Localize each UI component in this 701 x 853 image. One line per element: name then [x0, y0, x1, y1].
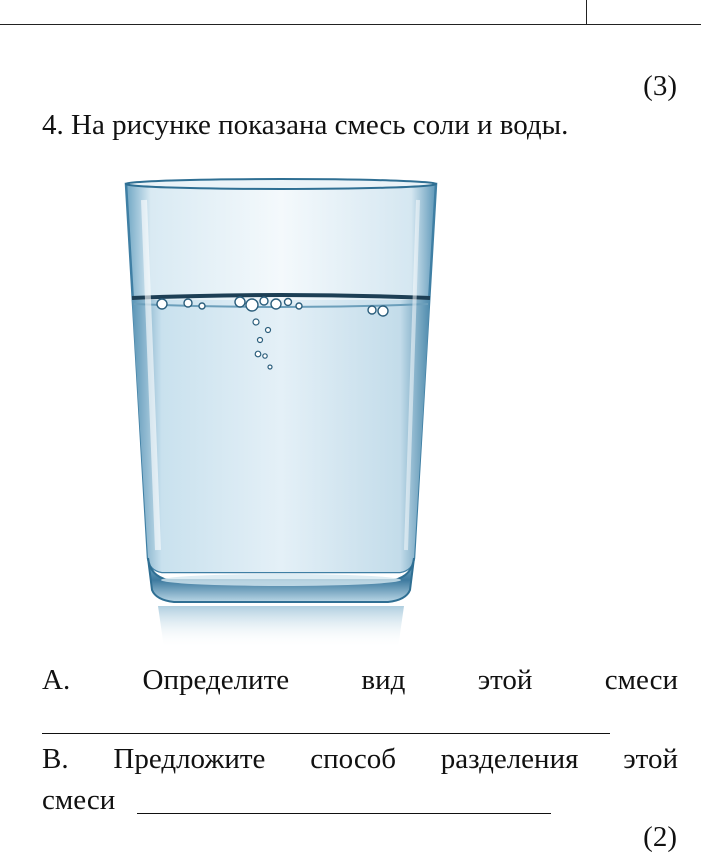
- task-b-word-1: B.: [42, 743, 69, 775]
- score-label-top: (3): [643, 70, 677, 102]
- answer-line-a[interactable]: [42, 733, 610, 734]
- task-a-word-2: Определите: [142, 664, 290, 696]
- task-a-word-5: смеси: [604, 664, 678, 696]
- glass-illustration: [118, 170, 448, 650]
- task-a: [42, 665, 678, 697]
- task-b-word-4: разделения: [440, 743, 579, 775]
- task-a-word-1: А.: [42, 664, 71, 696]
- score-label-bottom: (2): [643, 821, 677, 853]
- task-b-continuation: смеси: [42, 784, 116, 816]
- task-a-word-3: вид: [361, 664, 406, 696]
- task-b-word-5: этой: [623, 743, 678, 775]
- water-glass-icon: [118, 170, 448, 650]
- task-b-word-2: Предложите: [113, 743, 266, 775]
- task-a-word-4: этой: [477, 664, 533, 696]
- question-text: 4. На рисунке показана смесь соли и воды.: [42, 109, 569, 141]
- table-border-top: [0, 0, 701, 25]
- answer-line-b[interactable]: [137, 813, 551, 814]
- task-b: [42, 744, 678, 776]
- task-b-word-3: способ: [310, 743, 396, 775]
- table-column-divider: [586, 0, 587, 24]
